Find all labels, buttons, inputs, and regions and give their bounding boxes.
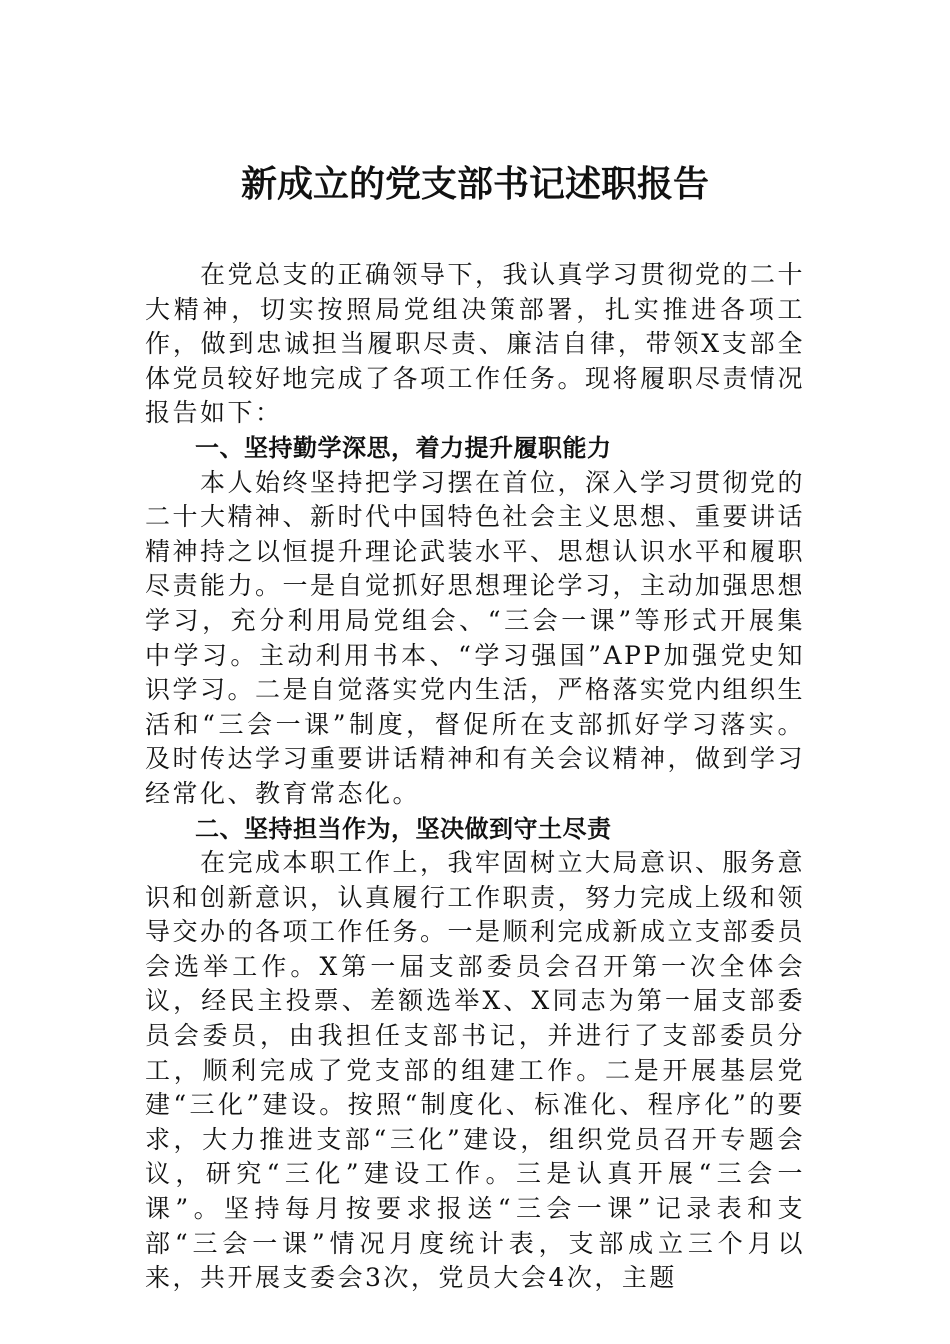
section-2-heading: 二、坚持担当作为，坚决做到守土尽责 <box>195 814 612 843</box>
document-title: 新成立的党支部书记述职报告 <box>240 163 709 205</box>
section-2-paragraph: 在完成本职工作上，我牢固树立大局意识、服务意识和创新意识，认真履行工作职责，努力完成上级和领导交办的各项工作任务。一是顺利完成新成立支部委员会选举工作。X第一届支部委员会召开第一次全体会议，经民主投票、差额选举X、X同志为第一届支部委员会委员，由我担任支部书记，并进行了支部委员分工，顺利完成了党支部的组建工作。二是开展基层党建“三化”建设。按照“制度化、标准化、程序化”的要求，大力推进支部“三化”建设，组织党员召开专题会议，研究“三化”建设工作。三是认真开展“三会一课”。坚持每月按要求报送“三会一课”记录表和支部“三会一课”情况月度统计表，支部成立三个月以来，共开展支委会3次，党员大会4次，主题 <box>145 848 806 1293</box>
section-1-heading: 一、坚持勤学深思，着力提升履职能力 <box>195 433 612 462</box>
intro-paragraph: 在党总支的正确领导下，我认真学习贯彻党的二十大精神，切实按照局党组决策部署，扎实推进各项工作，做到忠诚担当履职尽责、廉洁自律，带领X支部全体党员较好地完成了各项工作任务。现将履职尽责情况报告如下： <box>145 260 806 428</box>
section-1-paragraph: 本人始终坚持把学习摆在首位，深入学习贯彻党的二十大精神、新时代中国特色社会主义思想、重要讲话精神持之以恒提升理论武装水平、思想认识水平和履职尽责能力。一是自觉抓好思想理论学习，主动加强思想学习，充分利用局党组会、“三会一课”等形式开展集中学习。主动利用书本、“学习强国”APP加强党史知识学习。二是自觉落实党内生活，严格落实党内组织生活和“三会一课”制度，督促所在支部抓好学习落实。及时传达学习重要讲话精神和有关会议精神，做到学习经常化、教育常态化。 <box>145 467 806 808</box>
document-body <box>145 258 805 1296</box>
